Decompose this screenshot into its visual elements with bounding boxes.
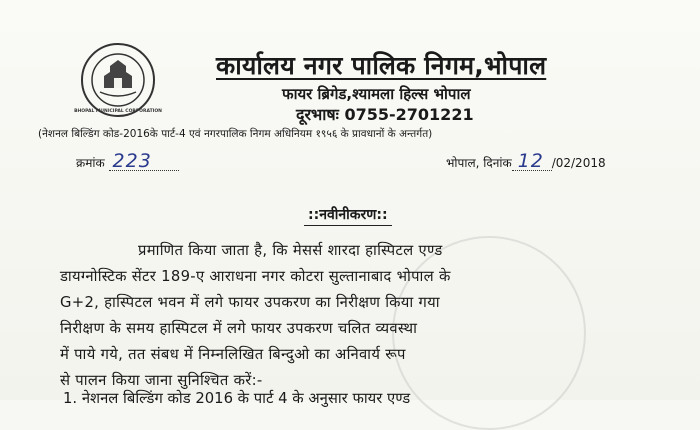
municipal-seal-icon	[74, 42, 162, 118]
seal-text: BHOPAL MUNICIPAL CORPORATION	[74, 109, 162, 114]
reference-label: क्रमांक	[76, 156, 105, 170]
department-heading: फायर ब्रिगेड,श्यामला हिल्स भोपाल	[282, 85, 471, 103]
point-1: 1. नेशनल बिल्डिंग कोड 2016 के पार्ट 4 के अनुसार फायर एण्ड	[63, 390, 411, 407]
document-title: ::नवीनीकरण::	[304, 204, 392, 226]
certificate-body	[60, 238, 680, 394]
date-suffix: /02/2018	[551, 156, 606, 170]
body-line: G+2, हास्पिटल भवन में लगे फायर उपकरण का निरीक्षण किया गया	[60, 294, 440, 311]
date-day: 12	[517, 150, 544, 172]
office-heading: कार्यालय नगर पालिक निगम,भोपाल	[216, 51, 547, 80]
reference-value: 223	[112, 150, 152, 172]
act-note: (नेशनल बिल्डिंग कोड-2016के पार्ट-4 एवं नगरपालिक निगम अधिनियम १९५६ के प्रावधानों के अन्तर्गत)	[38, 128, 433, 140]
date-prefix: भोपाल, दिनांक	[446, 156, 512, 170]
body-line: से पालन किया जाना सुनिश्चित करें:-	[60, 372, 263, 389]
body-line: में पाये गये, तत संबध में निम्नलिखित बिन्दुओ का अनिवार्य रूप	[60, 346, 406, 363]
body-line: डायग्नोस्टिक सेंटर 189-ए आराधना नगर कोटरा सुल्तानाबाद भोपाल के	[60, 268, 451, 285]
body-line: निरीक्षण के समय हास्पिटल में लगे फायर उपकरण चलित व्यवस्था	[60, 320, 418, 337]
reference-number	[76, 150, 179, 172]
body-line: प्रमाणित किया जाता है, कि मेसर्स शारदा हास्पिटल एण्ड	[138, 242, 443, 259]
document-date	[446, 150, 606, 172]
phone-heading: दूरभाषः 0755-2701221	[296, 105, 474, 124]
